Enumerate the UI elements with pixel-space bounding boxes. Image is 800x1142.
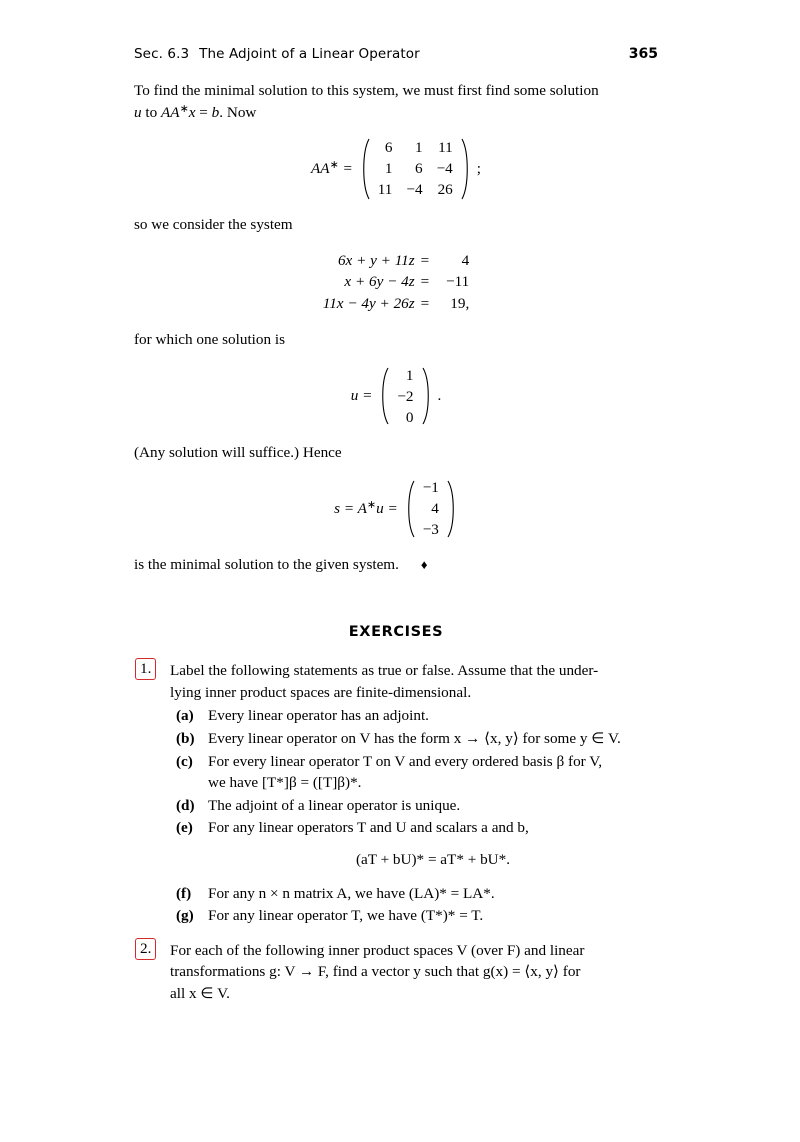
matrix-row [371, 179, 460, 200]
equation-rhs: −11 [446, 273, 470, 291]
exercise-item-2 [134, 940, 658, 1005]
subitem-label-a: (a) [176, 707, 194, 725]
matrix-cell: 26 [437, 181, 453, 199]
exercise-2-text [170, 940, 658, 1005]
exercise-1-number-highlight: 1. [135, 658, 156, 680]
exercise-1-text [170, 660, 658, 703]
matrix-cell: 0 [405, 408, 414, 426]
vector-u-lead: u = [350, 387, 373, 405]
equation-equals: = [420, 295, 430, 313]
exercise-2-line-2: transformations g: V → F, find a vector y such that g(x) = ⟨x, y⟩ for [170, 963, 581, 981]
vector-s-display [134, 477, 658, 540]
matrix-row [390, 407, 420, 428]
vector-u [351, 365, 442, 428]
subitem-text-d: The adjoint of a linear operator is unique. [208, 796, 461, 814]
page-content [134, 80, 658, 1008]
subitem-label-g: (g) [176, 907, 194, 925]
equation-lhs: 6x + y + 11z [337, 251, 415, 269]
matrix-cell: 1 [414, 139, 423, 157]
vector-s-lead: s = A∗u = [334, 498, 398, 517]
end-of-example-marker: ♦ [420, 557, 428, 573]
list-item [170, 905, 658, 927]
closing-text: is the minimal solution to the given system. [134, 556, 399, 574]
equation-equals: = [420, 251, 430, 269]
intro-paragraph: To find the minimal solution to this system, we must first find some solution u to AA∗x = b. Now [134, 82, 599, 121]
matrix-cell: −1 [422, 479, 439, 497]
exercise-item-1 [134, 660, 658, 926]
subitem-label-d: (d) [176, 796, 195, 814]
right-paren [461, 138, 472, 200]
equation-equals: = [420, 273, 430, 291]
any-solution-paragraph: (Any solution will suffice.) Hence [134, 443, 342, 461]
vector-u-table [390, 365, 420, 428]
list-item [170, 751, 658, 794]
matrix-row [416, 477, 446, 498]
subitem-label-c: (c) [176, 752, 193, 770]
header-section-number: Sec. 6.3 [134, 46, 190, 62]
list-item [170, 795, 658, 817]
exercise-2-line-1: For each of the following inner product spaces V (over F) and linear [170, 941, 585, 959]
list-item [170, 883, 658, 905]
equation-rhs: 4 [461, 251, 470, 269]
matrix-cell: 1 [384, 160, 393, 178]
right-paren [422, 367, 433, 425]
list-item [170, 705, 658, 727]
exercises-heading: EXERCISES [348, 623, 444, 640]
subitem-e-equation: (aT + bU)* = aT* + bU*. [355, 850, 511, 868]
subitem-text-a: Every linear operator has an adjoint. [208, 707, 429, 725]
equation-lhs: 11x − 4y + 26z [322, 295, 415, 313]
matrix-row [371, 158, 460, 179]
matrix-row [390, 365, 420, 386]
right-paren [447, 480, 458, 538]
subitem-text-g: For any linear operator T, we have (T*)* = T. [208, 907, 484, 925]
exercise-2-line-3: all x ∈ V. [170, 984, 230, 1002]
matrix-aastar-lead: AA∗ = [311, 158, 353, 177]
vector-s [334, 477, 458, 540]
vector-u-display [134, 365, 658, 428]
exercise-1-line-1: Label the following statements as true or false. Assume that the under- [170, 662, 599, 680]
linear-system [323, 250, 470, 315]
so-we-consider-paragraph: so we consider the system [134, 216, 293, 234]
matrix-row [416, 519, 446, 540]
equation-row [323, 271, 470, 293]
list-item [170, 728, 658, 750]
matrix-cell: −4 [436, 160, 453, 178]
exercise-1-line-2: lying inner product spaces are finite-dimensional. [170, 683, 472, 701]
matrix-aastar-table [371, 137, 460, 200]
equation-rhs: 19, [450, 295, 470, 313]
matrix-row [416, 498, 446, 519]
subitem-text-e: For any linear operators T and U and scalars a and b, [208, 819, 529, 837]
equation-row [323, 293, 470, 315]
left-paren [378, 367, 389, 425]
matrix-row [371, 137, 460, 158]
matrix-cell: −3 [422, 521, 439, 539]
matrix-row [390, 386, 420, 407]
header-section-title [134, 46, 420, 62]
exercise-2-number-highlight: 2. [135, 938, 156, 960]
intro-line-1: To find the minimal solution to this system, we must first find some solution [134, 82, 599, 99]
page-number: 365 [628, 46, 658, 62]
subitem-text-c-line2: we have [T*]β = ([T]β)*. [208, 774, 362, 792]
exercise-1-subitems [170, 705, 658, 926]
matrix-cell: 11 [377, 181, 393, 199]
left-paren [359, 138, 370, 200]
left-paren [404, 480, 415, 538]
matrix-aastar-trailer: ; [476, 159, 481, 177]
for-which-paragraph: for which one solution is [134, 330, 286, 348]
page-header [134, 46, 658, 62]
matrix-cell: 6 [384, 139, 393, 157]
matrix-aastar-display [134, 137, 658, 200]
matrix-aastar [311, 137, 481, 200]
matrix-cell: 4 [431, 500, 439, 518]
intro-equation: AA [161, 103, 180, 121]
matrix-cell: −2 [397, 387, 414, 405]
equation-row [323, 250, 470, 272]
closing-paragraph [134, 554, 658, 576]
subitem-text-b: Every linear operator on V has the form x → ⟨x, y⟩ for some y ∈ V. [208, 730, 621, 748]
subitem-label-b: (b) [176, 730, 195, 748]
header-chapter-title: The Adjoint of a Linear Operator [199, 46, 420, 62]
matrix-cell: −4 [406, 181, 423, 199]
matrix-cell: 11 [438, 139, 453, 157]
intro-star: ∗ [179, 102, 189, 115]
subitem-text-c: For every linear operator T on V and every ordered basis β for V, [208, 752, 603, 770]
linear-system-display [134, 250, 658, 315]
subitem-label-f: (f) [176, 884, 192, 902]
subitem-label-e: (e) [176, 819, 193, 837]
matrix-cell: 6 [414, 160, 423, 178]
vector-s-table [416, 477, 446, 540]
list-item [170, 817, 658, 870]
vector-u-trailer: . [437, 387, 442, 405]
subitem-text-f: For any n × n matrix A, we have (LA)* = LA*. [208, 884, 495, 902]
intro-var-u: u [134, 103, 142, 121]
equation-lhs: x + 6y − 4z [344, 273, 415, 291]
matrix-cell: 1 [405, 366, 414, 384]
